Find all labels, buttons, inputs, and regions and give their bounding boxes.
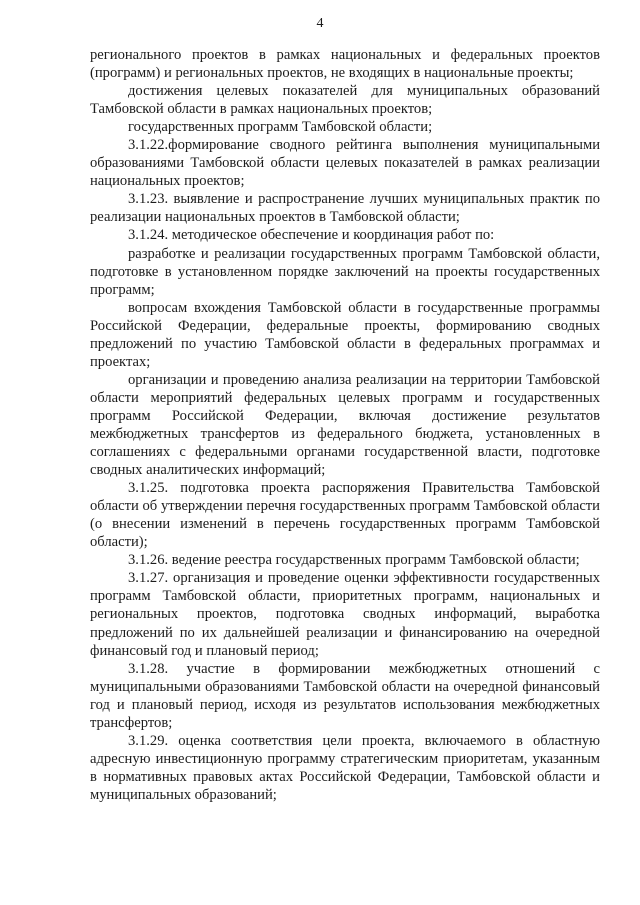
paragraph: организации и проведению анализа реализации на территории Тамбовской области мероприятий федеральных целевых программ и государственных программ Российской Федерации, включая достижение результатов межбюджетных трансфертов из федерального бюджета, установленных в соглашениях с федеральными органами государственной власти, подготовке сводных аналитических информаций; (90, 371, 600, 479)
paragraph: государственных программ Тамбовской области; (128, 119, 433, 136)
paragraph: 3.1.27. организация и проведение оценки эффективности государственных программ Тамбовской области, приоритетных программ, национальных и региональных проектов, подготовка сводных информаций, выработка предложений по их дальнейшей реализации и финансированию на очередной финансовый год и плановый период; (90, 570, 600, 659)
paragraph: 3.1.26. ведение реестра государственных программ Тамбовской области; (128, 552, 580, 569)
paragraph: 3.1.28. участие в формировании межбюджетных отношений с муниципальными образованиями Тамбовской области на очередной финансовый год и плановый период, исходя из результатов использования межбюджетных трансфертов; (90, 660, 600, 731)
paragraph: разработке и реализации государственных программ Тамбовской области, подготовке в установленном порядке заключений на проекты государственных программ; (90, 245, 600, 298)
document-body (90, 46, 600, 804)
paragraph: 3.1.22.формирование сводного рейтинга выполнения муниципальными образованиями Тамбовской области целевых показателей в рамках реализации национальных проектов; (90, 137, 600, 190)
paragraph: вопросам вхождения Тамбовской области в государственные программы Российской Федерации, федеральные проекты, формированию сводных предложений по участию Тамбовской области в федеральных программах и проектах; (90, 299, 600, 370)
paragraph: регионального проектов в рамках национальных и федеральных проектов (программ) и региональных проектов, не входящих в национальные проекты; (90, 47, 600, 82)
paragraph: достижения целевых показателей для муниципальных образований Тамбовской области в рамках национальных проектов; (90, 83, 600, 118)
paragraph: 3.1.24. методическое обеспечение и координация работ по: (128, 227, 495, 244)
paragraph: 3.1.25. подготовка проекта распоряжения Правительства Тамбовской области об утверждении перечня государственных программ Тамбовской области (о внесении изменений в перечень государственных программ Тамбовской области); (90, 480, 600, 551)
paragraph: 3.1.23. выявление и распространение лучших муниципальных практик по реализации национальных проектов в Тамбовской области; (90, 191, 600, 226)
paragraph: 3.1.29. оценка соответствия цели проекта, включаемого в областную адресную инвестиционную программу стратегическим приоритетам, указанным в нормативных правовых актах Российской Федерации, Тамбовской области и муниципальных образований; (90, 732, 600, 803)
page-number: 4 (316, 16, 324, 31)
